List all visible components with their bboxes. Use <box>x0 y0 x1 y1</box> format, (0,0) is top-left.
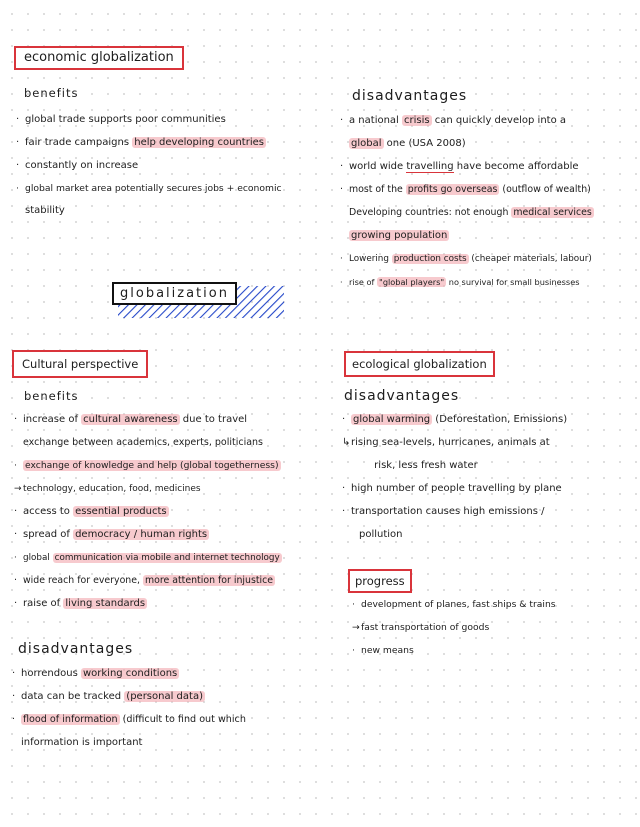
cultural-benefits-list <box>14 413 282 620</box>
cultural-disadvantages-list <box>12 667 246 759</box>
list-item: →fast transportation of goods <box>352 622 490 633</box>
list-item: · global warming (Deforestation, Emissions) <box>342 414 568 425</box>
list-item: · development of planes, fast ships & trains <box>352 599 556 610</box>
list-item: · most of the profits go overseas (outflow of wealth) <box>340 184 591 195</box>
list-item: global one (USA 2008) <box>351 138 466 149</box>
list-item: · spread of democracy / human rights <box>14 529 208 540</box>
list-item: · flood of information (difficult to find out which <box>12 714 246 725</box>
list-item: →technology, education, food, medicines <box>14 484 201 494</box>
list-item: Developing countries: not enough medical services <box>349 207 592 218</box>
list-item: · global trade supports poor communities <box>16 114 226 125</box>
list-item: · rise of "global players" no survival for small businesses <box>340 277 580 287</box>
list-item: · global communication via mobile and internet technology <box>14 553 280 563</box>
list-item: · Lowering production costs (cheaper materials, labour) <box>340 254 592 264</box>
list-item: · horrendous working conditions <box>12 668 178 679</box>
progress-list <box>352 598 556 667</box>
list-item: · constantly on increase <box>16 160 139 171</box>
economic-title-box <box>14 46 184 70</box>
list-item: stability <box>25 205 65 216</box>
list-item: · transportation causes high emissions / <box>342 506 545 517</box>
economic-title: economic globalization <box>24 50 174 65</box>
list-item: growing population <box>351 230 448 241</box>
list-item: ↳rising sea-levels, hurricanes, animals at <box>342 437 550 448</box>
list-item: · data can be tracked (personal data) <box>12 691 203 702</box>
list-item: · global market area potentially secures jobs + economic <box>16 183 282 194</box>
progress-title-box <box>348 569 412 593</box>
economic-disadvantages-list <box>340 114 594 298</box>
cultural-disadvantages-label: disadvantages <box>18 641 134 657</box>
cultural-title: Cultural perspective <box>22 357 139 371</box>
list-item: · wide reach for everyone, more attention for injustice <box>14 575 274 586</box>
list-item: pollution <box>359 529 403 540</box>
cultural-title-box <box>12 350 148 378</box>
economic-disadvantages-label: disadvantages <box>352 88 468 104</box>
ecological-disadvantages-label: disadvantages <box>344 388 460 404</box>
list-item: · exchange of knowledge and help (global togetherness) <box>14 460 279 471</box>
list-item: · a national crisis can quickly develop into a <box>340 115 567 126</box>
list-item: · world wide travelling have become affordable <box>340 161 579 172</box>
progress-title: progress <box>355 574 405 588</box>
list-item: · raise of living standards <box>14 598 146 609</box>
ecological-disadvantages-list <box>342 413 567 551</box>
list-item: information is important <box>21 737 143 748</box>
cultural-benefits-label: benefits <box>24 389 79 403</box>
list-item: · increase of cultural awareness due to travel <box>14 414 248 425</box>
globalization-title: globalization <box>120 286 229 301</box>
list-item: · fair trade campaigns help developing countries <box>16 137 264 148</box>
economic-benefits-label: benefits <box>24 86 79 100</box>
economic-benefits-list <box>16 113 282 227</box>
list-item: · high number of people travelling by plane <box>342 483 562 494</box>
list-item: · access to essential products <box>14 506 167 517</box>
ecological-title-box <box>344 351 495 377</box>
ecological-title: ecological globalization <box>352 357 487 371</box>
list-item: risk, less fresh water <box>371 460 478 471</box>
list-item: exchange between academics, experts, politicians <box>23 437 263 448</box>
globalization-title-box <box>112 282 237 305</box>
list-item: · new means <box>352 645 414 656</box>
